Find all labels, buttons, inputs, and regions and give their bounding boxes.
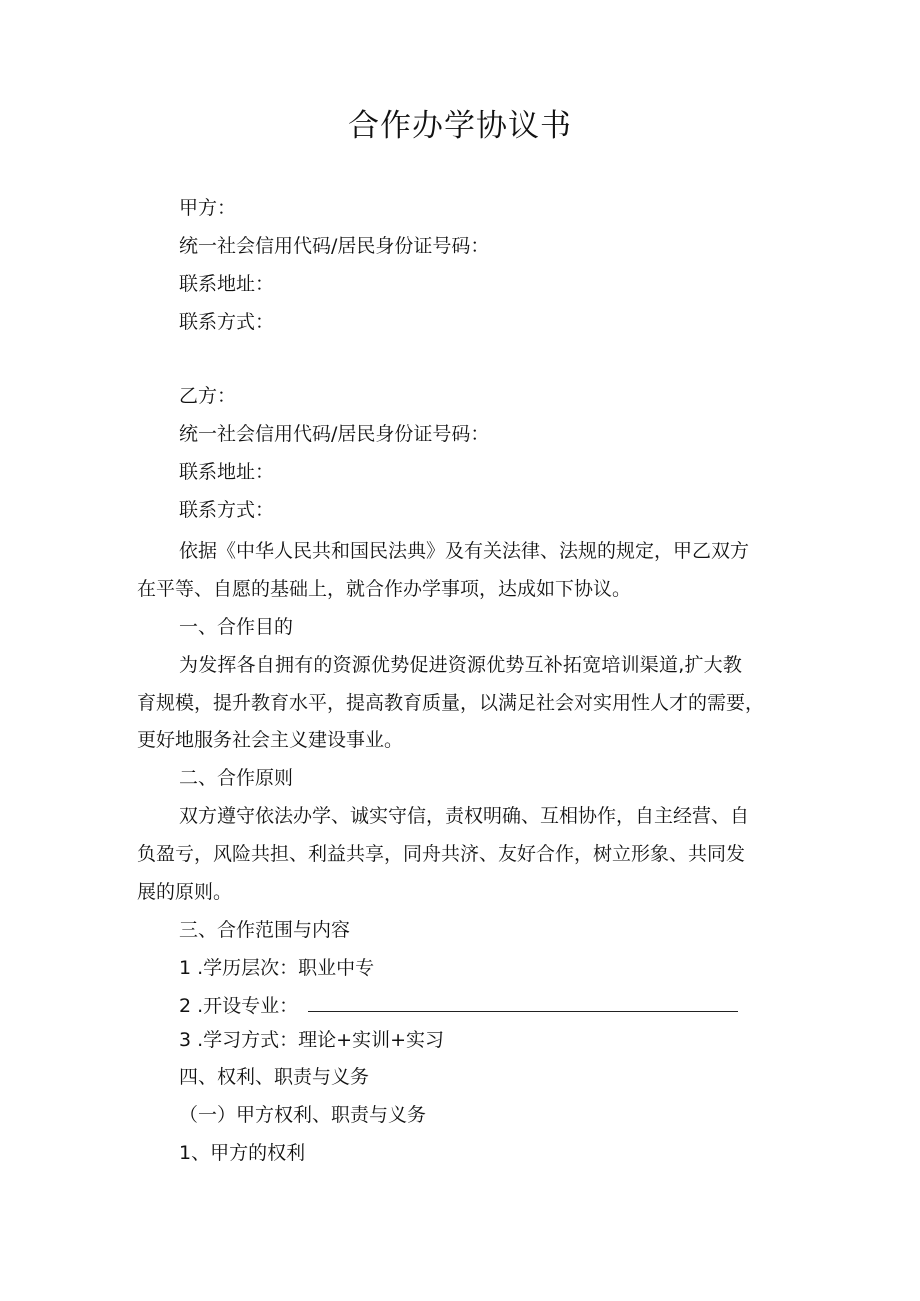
party-b-contact: 联系方式： (179, 499, 275, 521)
party-a-credit-code: 统一社会信用代码/居民身份证号码： (179, 235, 490, 257)
document-title: 合作办学协议书 (348, 108, 572, 144)
party-b-address: 联系地址： (179, 461, 275, 483)
section-4-subheading-1: （一）甲方权利、职责与义务 (179, 1104, 427, 1126)
section-4-heading: 四、权利、职责与义务 (179, 1066, 370, 1088)
party-a-label: 甲方： (179, 197, 237, 219)
section-2-heading: 二、合作原则 (179, 767, 294, 789)
party-b-label: 乙方： (179, 385, 237, 407)
section-1-line-3: 更好地服务社会主义建设事业。 (137, 729, 404, 751)
major-fill-in-blank (308, 993, 738, 1012)
section-2-line-3: 展的原则。 (137, 881, 233, 903)
section-3-heading: 三、合作范围与内容 (179, 919, 351, 941)
party-b-credit-code: 统一社会信用代码/居民身份证号码： (179, 423, 490, 445)
intro-line-1: 依据《中华人民共和国民法典》及有关法律、法规的规定，甲乙双方 (179, 540, 750, 562)
section-3-item-1: 1 .学历层次：职业中专 (179, 957, 375, 979)
section-1-line-1: 为发挥各自拥有的资源优势促进资源优势互补拓宽培训渠道,扩大教 (179, 654, 743, 676)
section-4-item-1: 1、甲方的权利 (179, 1142, 306, 1164)
party-a-address: 联系地址： (179, 273, 275, 295)
section-3-item-2 (179, 993, 738, 1019)
section-2-line-2: 负盈亏，风险共担、利益共享，同舟共济、友好合作，树立形象、共同发 (137, 843, 746, 865)
section-3-item-2-label: 2 .开设专业： (179, 995, 299, 1017)
section-1-line-2: 育规模，提升教育水平，提高教育质量，以满足社会对实用性人才的需要， (137, 692, 765, 714)
party-a-contact: 联系方式： (179, 311, 275, 333)
section-1-heading: 一、合作目的 (179, 616, 294, 638)
section-2-line-1: 双方遵守依法办学、诚实守信，责权明确、互相协作，自主经营、自 (179, 805, 750, 827)
intro-line-2: 在平等、自愿的基础上，就合作办学事项，达成如下协议。 (137, 578, 632, 600)
section-3-item-3: 3 .学习方式：理论+实训+实习 (179, 1029, 445, 1051)
